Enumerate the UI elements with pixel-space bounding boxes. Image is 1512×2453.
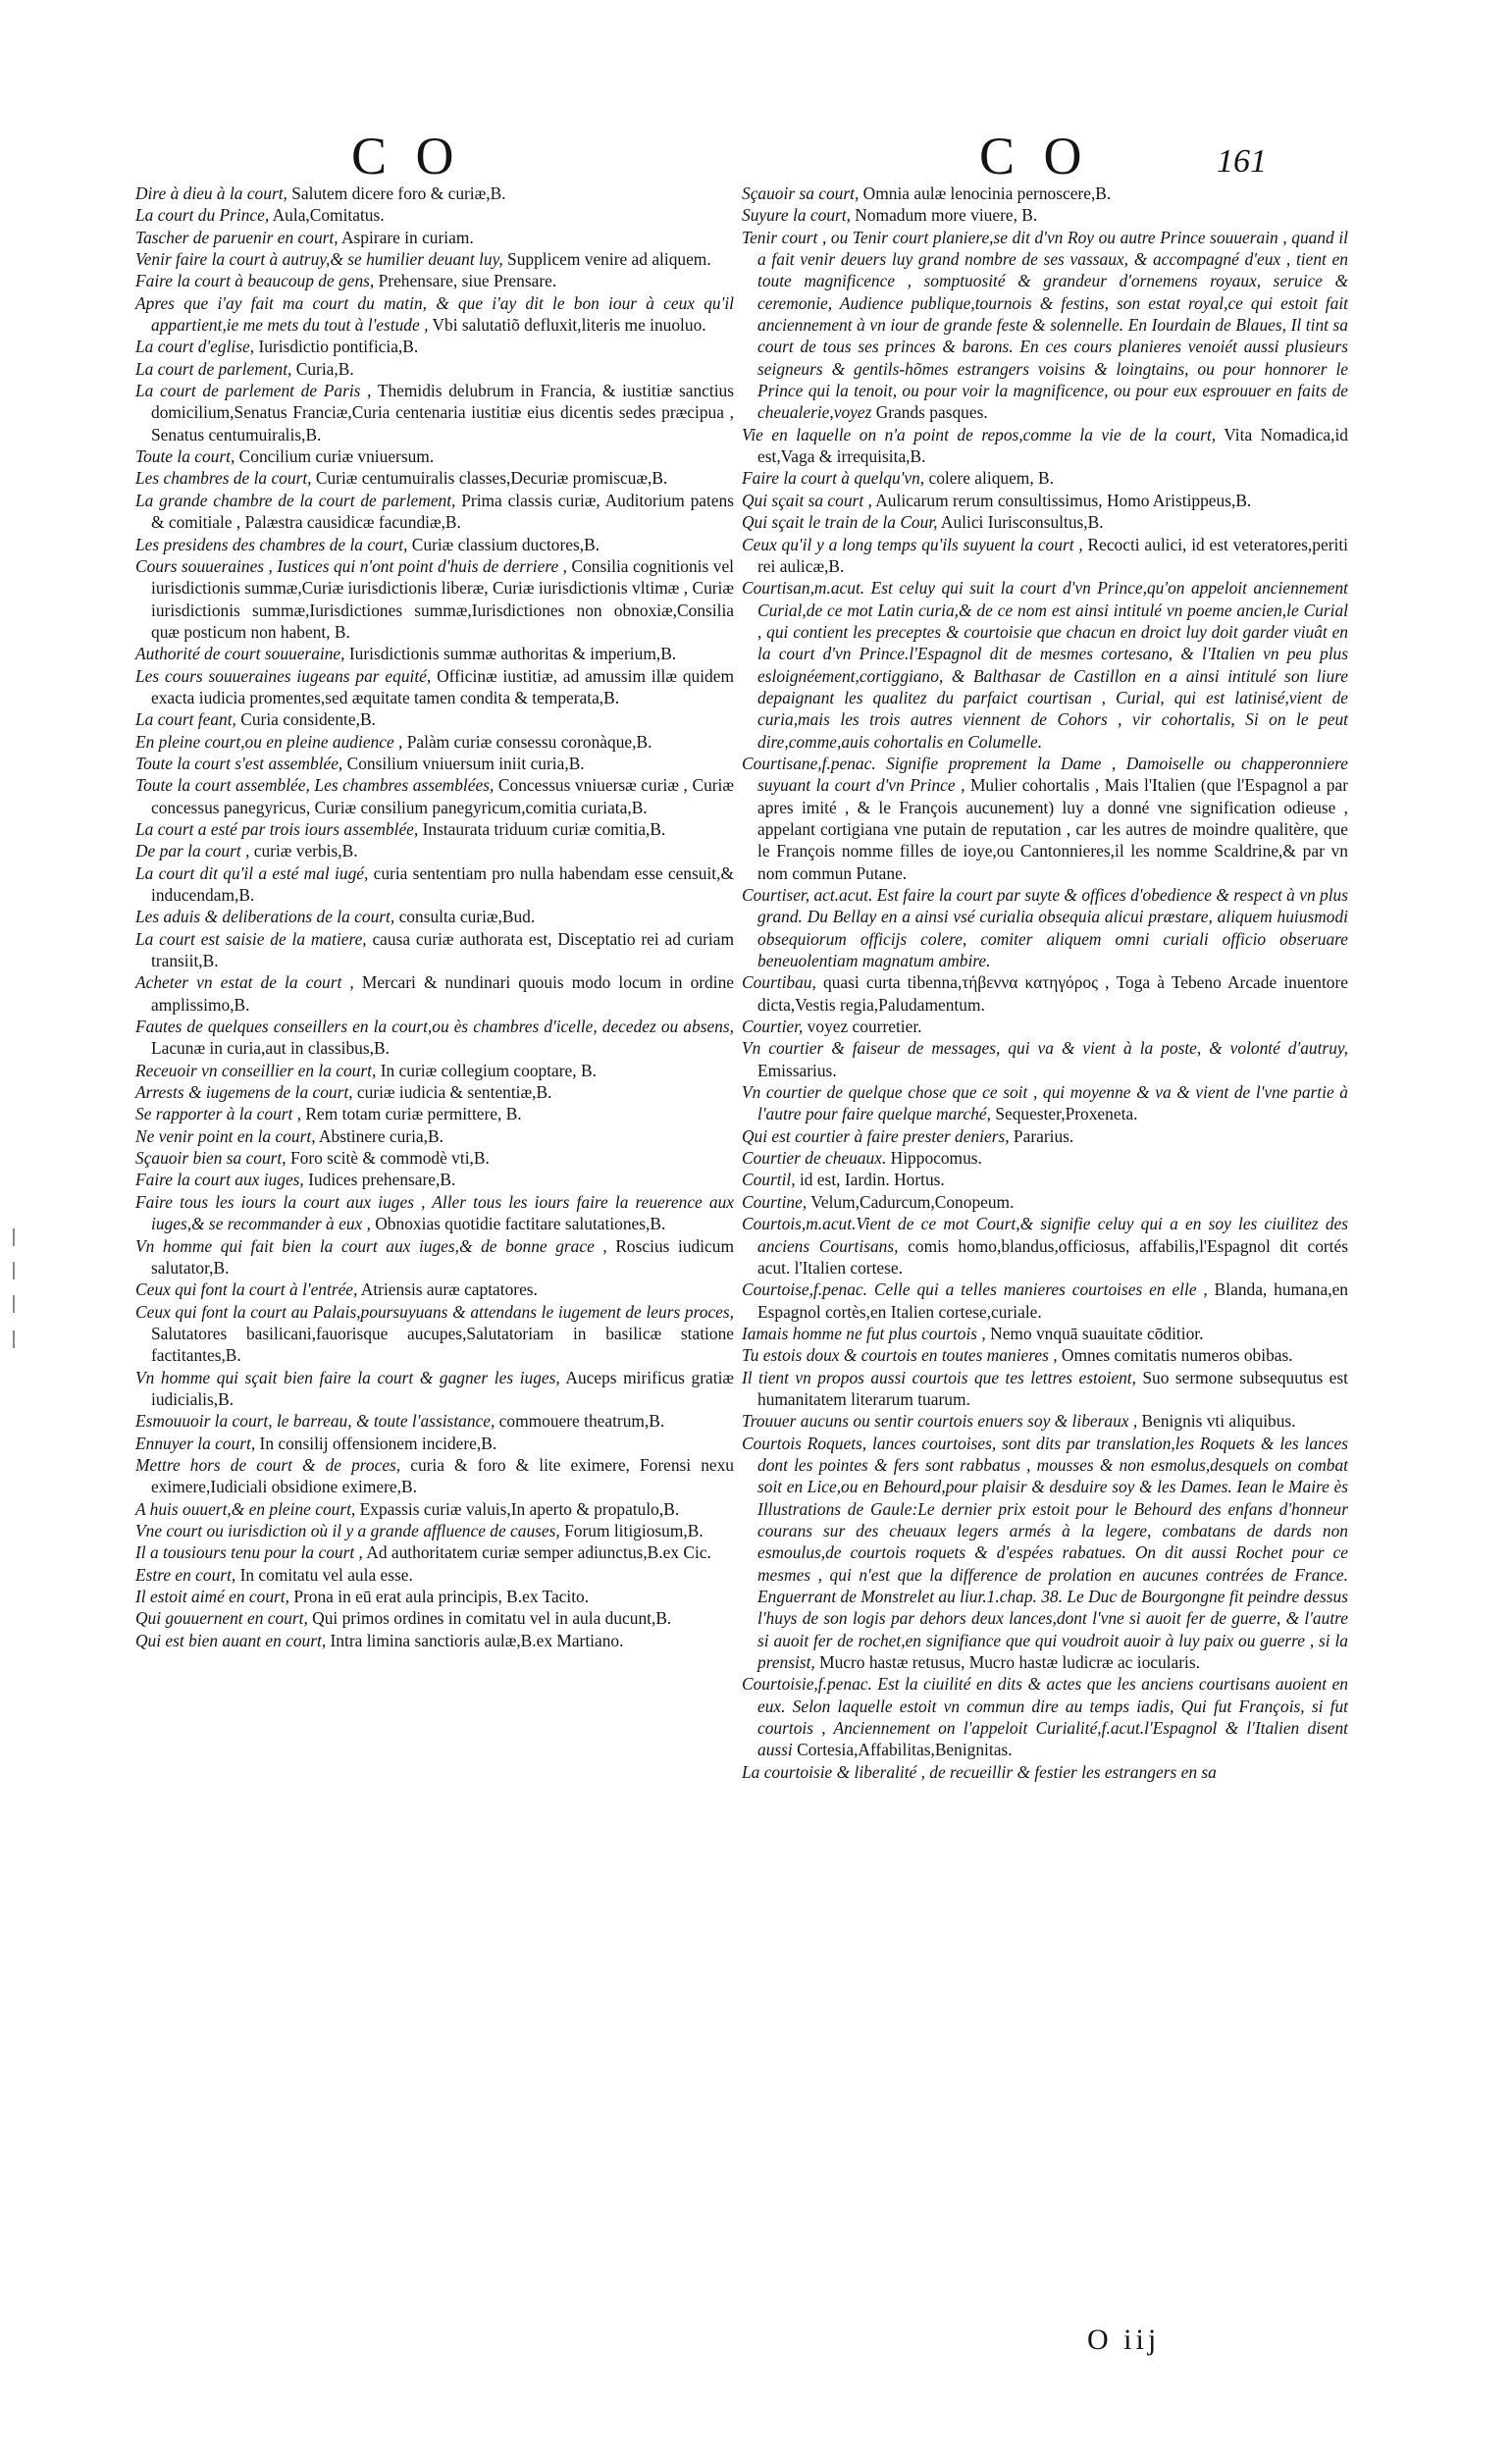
dictionary-entry <box>135 555 734 643</box>
dictionary-entry <box>742 1147 1348 1169</box>
dictionary-entry <box>742 204 1348 226</box>
dictionary-entry <box>135 1279 734 1300</box>
entry-french: Faire tous les iours la court aux iuges , Aller tous les iours faire la reuerence aux iuges,& se recommander à eux , <box>135 1191 734 1234</box>
entry-latin: commouere theatrum,B. <box>495 1411 665 1432</box>
entry-french: Receuoir vn conseillier en la court, <box>135 1060 377 1080</box>
entry-latin: Curia considente,B. <box>235 709 376 730</box>
dictionary-entry <box>135 358 734 380</box>
dictionary-entry <box>742 1279 1348 1323</box>
entry-french: Courtisane,f.penac. Signifie proprement la Dame , Damoiselle ou chapperonniere suyuant la court d'vn Prince , <box>742 753 1348 796</box>
entry-latin: Salutatores basilicani,fauorisque aucupes,Salutatoriam in basilicæ statione factitantes,B. <box>151 1323 734 1366</box>
entry-latin: Vbi salutatiõ defluxit,literis me inuoluo. <box>428 315 706 336</box>
entry-french: Vne court ou iurisdiction où il y a grande affluence de causes, <box>135 1520 560 1540</box>
dictionary-entry <box>135 818 734 840</box>
running-head-right: C O <box>979 127 1090 185</box>
dictionary-entry <box>742 1213 1348 1279</box>
entry-french: Toute la court s'est assemblée, <box>135 753 343 773</box>
entry-french: Esmouuoir la court, le barreau, & toute l'assistance, <box>135 1411 495 1432</box>
dictionary-entry <box>135 1410 734 1432</box>
dictionary-entry <box>742 971 1348 1016</box>
margin-marks <box>10 1228 20 1376</box>
entry-latin: Curiæ centumuiralis classes,Decuriæ promiscuæ,B. <box>311 468 668 489</box>
entry-french: Apres que i'ay fait ma court du matin, & que i'ay dit le bon iour à ceux qu'il appartient,ie me mets du tout à l'estude , <box>135 292 734 336</box>
dictionary-entry <box>135 1016 734 1060</box>
dictionary-entry <box>742 1323 1348 1344</box>
entry-latin: curia & foro & lite eximere, Forensi nexu eximere,Iudiciali obsidione eximere,B. <box>151 1454 734 1497</box>
entry-latin: In consilij offensionem incidere,B. <box>255 1433 497 1453</box>
entry-latin: Concilium curiæ vniuersum. <box>235 446 435 467</box>
entry-latin: Auceps mirificus gratiæ iudicialis,B. <box>151 1367 734 1409</box>
entry-french: Tenir court , ou Tenir court planiere,se dit d'vn Roy ou autre Prince souuerain , quand il a fait venir deuers luy grand nombre de ses vassaux, & accompagné d'eux , tient en toute magnificence , somptuosité & grandeur d'ornemens royaux, seruice & ceremonie, Audience publique,tournois & festins, son estat royal,ce qui estoit fait anciennement à vn iour de grande feste & solennelle. En Iourdain de Blaues, Il tint sa court de tous ses princes & barons. En ces cours planieres venoiét aussi plusieurs seigneurs & gentils-hõmes estrangers voisins & loingtains, ou pour honnorer le Prince qui la tenoit, ou pour voir la magnificence, ou pour eux esprouuer en faits de cheualerie,voyez <box>742 227 1348 423</box>
dictionary-entry <box>135 643 734 664</box>
dictionary-entry <box>742 467 1348 489</box>
entry-french: Cours souueraines , Iustices qui n'ont point d'huis de derriere , <box>135 555 568 576</box>
dictionary-entry <box>135 971 734 1016</box>
entry-french: Qui est courtier à faire prester deniers, <box>742 1125 1010 1146</box>
entry-french: Arrests & iugemens de la court, <box>135 1082 353 1103</box>
entry-french: La court de parlement de Paris , <box>135 381 372 401</box>
entry-french: Ceux qu'il y a long temps qu'ils suyuent la court , <box>742 534 1083 554</box>
dictionary-entry <box>135 1454 734 1498</box>
entry-latin: Atriensis auræ captatores. <box>357 1279 538 1300</box>
entry-french: Courtier de cheuaux. <box>742 1148 887 1169</box>
entry-latin: Pararius. <box>1009 1125 1074 1146</box>
dictionary-entry <box>135 862 734 907</box>
entry-latin: Forum litigiosum,B. <box>559 1520 704 1540</box>
entry-latin: Roscius iudicum salutator,B. <box>151 1235 734 1278</box>
entry-french: Tu estois doux & courtois en toutes manieres , <box>742 1345 1058 1366</box>
dictionary-entry <box>135 1060 734 1081</box>
entry-french: Ennuyer la court, <box>135 1433 256 1453</box>
entry-french: De par la court , <box>135 841 250 861</box>
entry-french: Il estoit aimé en court, <box>135 1587 289 1606</box>
dictionary-entry <box>135 292 734 337</box>
dictionary-entry <box>135 1147 734 1169</box>
entry-latin: causa curiæ authorata est, Disceptatio rei ad curiam transiit,B. <box>151 928 735 971</box>
dictionary-entry <box>135 1433 734 1454</box>
entry-latin: Vita Nomadica,id est,Vaga & irrequisita,B. <box>757 424 1348 467</box>
dictionary-entry <box>742 1367 1348 1411</box>
entry-french: Toute la court assemblée, Les chambres assemblées, <box>135 775 495 796</box>
dictionary-entry <box>742 1344 1348 1366</box>
entry-latin: Blanda, humana,en Espagnol cortès,en Italien cortese,curiale. <box>757 1279 1348 1322</box>
entry-latin: Qui primos ordines in comitatu vel in aula ducunt,B. <box>307 1608 672 1629</box>
entry-latin: Prima classis curiæ, Auditorium patens & comitiale , Palæstra causidicæ facundiæ,B. <box>151 490 735 533</box>
dictionary-entry <box>742 183 1348 204</box>
entry-french: Courtil, <box>742 1170 796 1190</box>
entry-latin: Suo sermone subsequutus est humanitatem literarum tuarum. <box>757 1367 1348 1409</box>
entry-latin: Nomadum more viuere, B. <box>850 205 1038 226</box>
entry-french: Ne venir point en la court, <box>135 1125 316 1146</box>
dictionary-entry <box>135 906 734 927</box>
dictionary-entry <box>135 731 734 753</box>
entry-latin: Aulici Iurisconsultus,B. <box>937 512 1104 533</box>
dictionary-entry <box>135 1125 734 1147</box>
dictionary-entry <box>742 227 1348 424</box>
entry-french: Mettre hors de court & de proces, <box>135 1454 401 1475</box>
entry-latin: Curia,B. <box>291 358 354 379</box>
entry-french: Les presidens des chambres de la court, <box>135 534 408 554</box>
dictionary-entry <box>135 1103 734 1124</box>
entry-french: Vn homme qui fait bien la court aux iuges,& de bonne grace , <box>135 1235 607 1256</box>
page-number: 161 <box>1217 143 1267 180</box>
dictionary-entry <box>135 1520 734 1541</box>
entry-latin: Prehensare, siue Prensare. <box>374 271 557 291</box>
entry-latin: Grands pasques. <box>871 402 988 423</box>
entry-latin: curiæ iudicia & sententiæ,B. <box>352 1082 552 1103</box>
dictionary-entry <box>135 1301 734 1367</box>
entry-french: Qui sçait le train de la Cour, <box>742 512 938 533</box>
entry-french: Qui est bien auant en court, <box>135 1630 327 1650</box>
entry-french: La court feant, <box>135 709 236 730</box>
entry-french: Courtibau, <box>742 972 816 993</box>
entry-latin: Curiæ classium ductores,B. <box>407 534 600 554</box>
entry-french: Courtoise,f.penac. Celle qui a telles manieres courtoises en elle , <box>742 1279 1208 1300</box>
entry-latin: Prona in eū erat aula principis, B.ex Tacito. <box>288 1587 590 1606</box>
dictionary-entry <box>135 380 734 445</box>
entry-latin: Cortesia,Affabilitas,Benignitas. <box>792 1740 1013 1760</box>
dictionary-entry <box>135 248 734 270</box>
dictionary-entry <box>135 708 734 730</box>
right-column <box>742 183 1348 1783</box>
entry-latin: Palàm curiæ consessu coronàque,B. <box>402 731 652 752</box>
entry-french: Les aduis & deliberations de la court, <box>135 907 395 927</box>
entry-latin: Consilia cognitionis vel iurisdictionis summæ,Curiæ iurisdictionis liberæ, Curiæ iurisdictionis vltimæ , Curiæ iurisdictionis summæ,Iurisdictiones summæ,Iurisdictiones non obnoxiæ,Consilia quæ posticum non habent, B. <box>151 555 734 642</box>
entry-french: Courtois,m.acut.Vient de ce mot Court,& signifie celuy qui a en soy les ciuilitez des anciens Courtisans, <box>742 1214 1348 1256</box>
entry-french: A huis ouuert,& en pleine court, <box>135 1498 356 1519</box>
entry-french: Sçauoir bien sa court, <box>135 1148 287 1169</box>
dictionary-entry <box>135 665 734 709</box>
entry-french: Qui sçait sa court , <box>742 490 872 510</box>
entry-french: La court du Prince, <box>135 205 270 226</box>
dictionary-entry <box>135 204 734 226</box>
dictionary-entry <box>135 753 734 774</box>
entry-latin: Officinæ iustitiæ, ad amussim illæ quidem exacta iudicia promentes,sed æquitate tamen condita & temperata,B. <box>151 665 734 707</box>
entry-latin: Supplicem venire ad aliquem. <box>502 249 711 270</box>
entry-latin: Ad authoritatem curiæ semper adiunctus,B.ex Cic. <box>362 1542 711 1563</box>
entry-french: Les cours souueraines iugeans par equité, <box>135 665 432 686</box>
entry-latin: consulta curiæ,Bud. <box>394 907 536 927</box>
dictionary-entry <box>135 227 734 248</box>
entry-latin: Mucro hastæ retusus, Mucro hastæ ludicræ ac iocularis. <box>814 1652 1200 1673</box>
entry-latin: Salutem dicere foro & curiæ,B. <box>287 183 506 203</box>
entry-french: Courtisan,m.acut. Est celuy qui suit la court d'vn Prince,qu'on appeloit anciennement Curial,de ce mot Latin curia,& de ce nom est ainsi intitulé vn poeme ancien,le Curial , qui contient les preceptes & courtoisie que chacun en droict luy doit garder viuât en la court d'vn Prince.l'Espagnol dit de mesmes cortesano, & l'Italien vn peu plus esloignéement,cortiggiano, & Balthasar de Castillon en a ainsi intitulé son liure depaignant les qualitez du parfaict courtisan , Curial, qui est latinisé,vient de curia,mais les trois autres viennent de Cohors , vir cohortalis, Si on le peut dire,comme,auis cohortalis en Columelle. <box>742 578 1348 752</box>
dictionary-entry <box>135 270 734 291</box>
entry-latin: id est, Iardin. Hortus. <box>795 1170 945 1190</box>
dictionary-entry <box>135 1541 734 1563</box>
dictionary-entry <box>135 1630 734 1651</box>
dictionary-entry <box>742 1761 1348 1783</box>
entry-latin: Iurisdictio pontificia,B. <box>254 337 419 357</box>
dictionary-entry <box>135 1586 734 1607</box>
dictionary-entry <box>135 1235 734 1279</box>
dictionary-entry <box>135 1191 734 1235</box>
entry-latin: Abstinere curia,B. <box>315 1125 443 1146</box>
dictionary-entry <box>135 928 734 972</box>
entry-french: Courtier, <box>742 1017 804 1037</box>
dictionary-entry <box>135 534 734 555</box>
entry-latin: Lacunæ in curia,aut in classibus,B. <box>151 1038 390 1059</box>
entry-latin: Omnia aulæ lenocinia pernoscere,B. <box>859 183 1112 203</box>
entry-french: Il tient vn propos aussi courtois que tes lettres estoient, <box>742 1367 1136 1387</box>
entry-french: Sçauoir sa court, <box>742 183 860 203</box>
entry-french: Courtois Roquets, lances courtoises, sont dits par translation,les Roquets & les lances dont les pointes & fers sont rabbatus , mousses & non esmolus,desquels on combat soit en Lice,ou en Behourd,pour plaisir & desduire soy & les Dames. Iean le Maire ès Illustrations de Gaule:Le dernier prix estoit pour le Behourd des enfans d'honneur courans sur des cheuaux legers armés à la legere, combatans de dards non esmoulus,de courtois roquets & d'espées rabatues. On dit aussi Rochet pour ce mesmes , qui n'est que la difference de prolation en aucunes contrées de France. Enguerrant de Monstrelet au liur.1.chap. 38. Le Duc de Bourgongne fit peindre dessus l'huys de son logis par dehors deux lances,dont l'vne si auoit fer de guerre, & l'autre si auoit fer de rochet,en signifiance que qui voudroit auoir à luy paix ou guerre , si la prensist, <box>742 1433 1348 1673</box>
entry-french: Vn homme qui sçait bien faire la court & gagner les iuges, <box>135 1367 560 1387</box>
entry-french: Toute la court, <box>135 446 235 467</box>
entry-french: Suyure la court, <box>742 205 851 226</box>
dictionary-entry <box>742 1433 1348 1674</box>
entry-latin: In comitatu vel aula esse. <box>235 1564 413 1585</box>
entry-latin: Mercari & nundinari quouis modo locum in ordine amplissimo,B. <box>151 972 734 1015</box>
entry-french: Courtine, <box>742 1191 808 1212</box>
entry-french: Tascher de paruenir en court, <box>135 227 339 247</box>
dictionary-entry <box>135 774 734 818</box>
entry-latin: Hippocomus. <box>886 1148 982 1169</box>
entry-latin: Emissarius. <box>757 1060 837 1080</box>
dictionary-entry <box>742 753 1348 884</box>
dictionary-entry <box>742 1016 1348 1037</box>
entry-french: Faire la court à beaucoup de gens, <box>135 271 375 291</box>
entry-latin: Intra limina sanctioris aulæ,B.ex Martiano. <box>326 1630 624 1650</box>
entry-french: Ceux qui font la court au Palais,poursuyuans & attendans le iugement de leurs proces, <box>135 1301 734 1322</box>
dictionary-entry <box>135 490 734 534</box>
entry-latin: quasi curta tibenna,τήβεννα κατηγόρος , Toga à Tebeno Arcade inuentore dicta,Vestis regia,Paludamentum. <box>757 972 1348 1015</box>
dictionary-entry <box>742 577 1348 753</box>
entry-latin: Concessus vniuersæ curiæ , Curiæ concessus panegyricus, Curiæ consilium panegyricum,comitia curiata,B. <box>151 775 734 817</box>
entry-french: La court a esté par trois iours assemblée, <box>135 818 419 839</box>
entry-french: Qui gouuernent en court, <box>135 1608 308 1629</box>
entry-french: Trouuer aucuns ou sentir courtois enuers soy & liberaux , <box>742 1411 1138 1432</box>
entry-french: Authorité de court souueraine, <box>135 644 345 664</box>
entry-latin: comis homo,blandus,officiosus, affabilis,l'Espagnol dit cortés acut. l'Italien cortese. <box>757 1235 1349 1278</box>
entry-latin: Foro scitè & commodè vti,B. <box>286 1148 490 1169</box>
entry-french: La grande chambre de la court de parlement, <box>135 490 456 510</box>
entry-latin: Obnoxias quotidie factitare salutationes,B. <box>370 1214 666 1234</box>
signature-mark: O iij <box>1087 2323 1161 2356</box>
entry-french: En pleine court,ou en pleine audience , <box>135 731 403 752</box>
dictionary-entry <box>135 1081 734 1103</box>
entry-latin: Mulier cohortalis , Mais l'Italien (que l'Espagnol a par apres imité , & le François aucunement) luy a donné vne signification odieuse , appelant cortigiana vne putain de reputation , car les autres de moindre qualitère, que le François nomme filles de ioye,ou Cantonnieres,il les nomme Scaldrine,& par vn nom commun Putane. <box>757 775 1348 883</box>
entry-french: Vie en laquelle on n'a point de repos,comme la vie de la court, <box>742 424 1217 444</box>
entry-latin: curiæ verbis,B. <box>249 841 358 861</box>
entry-latin: In curiæ collegium cooptare, B. <box>376 1060 597 1080</box>
dictionary-entry <box>135 1169 734 1190</box>
entry-latin: Aulicarum rerum consultissimus, Homo Aristippeus,B. <box>871 490 1252 510</box>
dictionary-entry <box>135 336 734 357</box>
running-head-left: C O <box>351 127 462 185</box>
entry-french: Faire la court aux iuges, <box>135 1170 304 1190</box>
entry-latin: Aula,Comitatus. <box>269 205 385 226</box>
entry-latin: Consilium vniuersum iniit curia,B. <box>342 753 585 773</box>
entry-french: La court d'eglise, <box>135 337 255 357</box>
dictionary-entry <box>135 840 734 861</box>
dictionary-entry <box>742 534 1348 578</box>
dictionary-entry <box>742 511 1348 533</box>
entry-french: Estre en court, <box>135 1564 236 1585</box>
entry-french: Vn courtier de quelque chose que ce soit , qui moyenne & va & vient de l'vne partie à l'autre pour faire quelque marché, <box>742 1082 1348 1124</box>
dictionary-entry <box>135 467 734 489</box>
entry-french: Iamais homme ne fut plus courtois , <box>742 1323 986 1343</box>
dictionary-entry <box>742 1410 1348 1432</box>
entry-french: La court de parlement, <box>135 358 292 379</box>
entry-latin: colere aliquem, B. <box>924 468 1054 489</box>
entry-latin: curia sententiam pro nulla habendam esse censuit,& inducendam,B. <box>151 862 734 905</box>
entry-french: Acheter vn estat de la court , <box>135 972 354 993</box>
entry-latin: Velum,Cadurcum,Conopeum. <box>807 1191 1015 1212</box>
entry-french: Courtiser, act.acut. Est faire la court par suyte & offices d'obedience & respect à vn plus grand. Du Bellay en a ainsi vsé curialia obsequia alicui præstare, aliquem huiusmodi obsequiorum officijs colere, comiter aliquem omni curiali officio obseruare beneuolentiam magnatum ambire. <box>742 885 1348 971</box>
dictionary-entry <box>742 1037 1348 1081</box>
entry-french: Se rapporter à la court , <box>135 1104 302 1124</box>
left-column <box>135 183 734 1651</box>
entry-french: Courtoisie,f.penac. Est la ciuilité en dits & actes que les anciens courtisans auoient en eux. Selon laquelle estoit vn commun dire au temps iadis, Qui fut François, si fut courtois , Anciennement on l'appeloit Curialité,f.acut.l'Espagnol & l'Italien disent aussi <box>742 1674 1348 1760</box>
dictionary-entry <box>742 424 1348 468</box>
entry-french: Vn courtier & faiseur de messages, qui va & vient à la poste, & volonté d'autruy, <box>742 1038 1348 1059</box>
dictionary-entry <box>135 1498 734 1520</box>
dictionary-entry <box>742 1673 1348 1760</box>
dictionary-entry <box>742 490 1348 511</box>
entry-french: Faire la court à quelqu'vn, <box>742 468 925 489</box>
entry-french: La court dit qu'il a esté mal iugé, <box>135 862 369 883</box>
entry-latin: Rem totam curiæ permittere, B. <box>301 1104 522 1124</box>
entry-latin: Expassis curiæ valuis,In aperto & propatulo,B. <box>355 1498 680 1519</box>
entry-latin: Aspirare in curiam. <box>338 227 474 247</box>
entry-latin: Recocti aulici, id est veteratores,periti rei aulicæ,B. <box>757 534 1348 576</box>
entry-latin: voyez courretier. <box>803 1017 922 1037</box>
dictionary-entry <box>135 1564 734 1586</box>
entry-latin: Nemo vnquā suauitate cōditior. <box>985 1323 1204 1343</box>
dictionary-entry <box>742 1169 1348 1190</box>
entry-french: La courtoisie & liberalité , de recueillir & festier les estrangers en sa <box>742 1761 1217 1782</box>
dictionary-entry <box>742 1125 1348 1147</box>
entry-latin: Instaurata triduum curiæ comitia,B. <box>418 818 666 839</box>
dictionary-entry <box>135 1367 734 1411</box>
entry-latin: Sequester,Proxeneta. <box>990 1104 1138 1124</box>
entry-french: Venir faire la court à autruy,& se humilier deuant luy, <box>135 249 503 270</box>
entry-latin: Omnes comitatis numeros obibas. <box>1057 1345 1293 1366</box>
dictionary-entry <box>135 1607 734 1629</box>
entry-latin: Iurisdictionis summæ authoritas & imperium,B. <box>344 644 677 664</box>
entry-latin: Benignis vti aliquibus. <box>1137 1411 1296 1432</box>
entry-latin: Themidis delubrum in Francia, & iustitiæ sanctius domicilium,Senatus Franciæ,Curia centenaria iustitiæ eius dicentis sedes præcipua , Senatus centumuiralis,B. <box>151 381 734 444</box>
dictionary-entry <box>742 1081 1348 1125</box>
entry-french: Il a tousiours tenu pour la court , <box>135 1542 363 1563</box>
dictionary-entry <box>742 1191 1348 1213</box>
entry-french: Dire à dieu à la court, <box>135 183 287 203</box>
entry-french: Les chambres de la court, <box>135 468 312 489</box>
dictionary-entry <box>742 884 1348 971</box>
dictionary-entry <box>135 183 734 204</box>
dictionary-entry <box>135 445 734 467</box>
entry-latin: Iudices prehensare,B. <box>303 1170 456 1190</box>
entry-french: La court est saisie de la matiere, <box>135 928 367 949</box>
entry-french: Ceux qui font la court à l'entrée, <box>135 1279 358 1300</box>
entry-french: Fautes de quelques conseillers en la court,ou ès chambres d'icelle, decedez ou absens, <box>135 1017 734 1037</box>
